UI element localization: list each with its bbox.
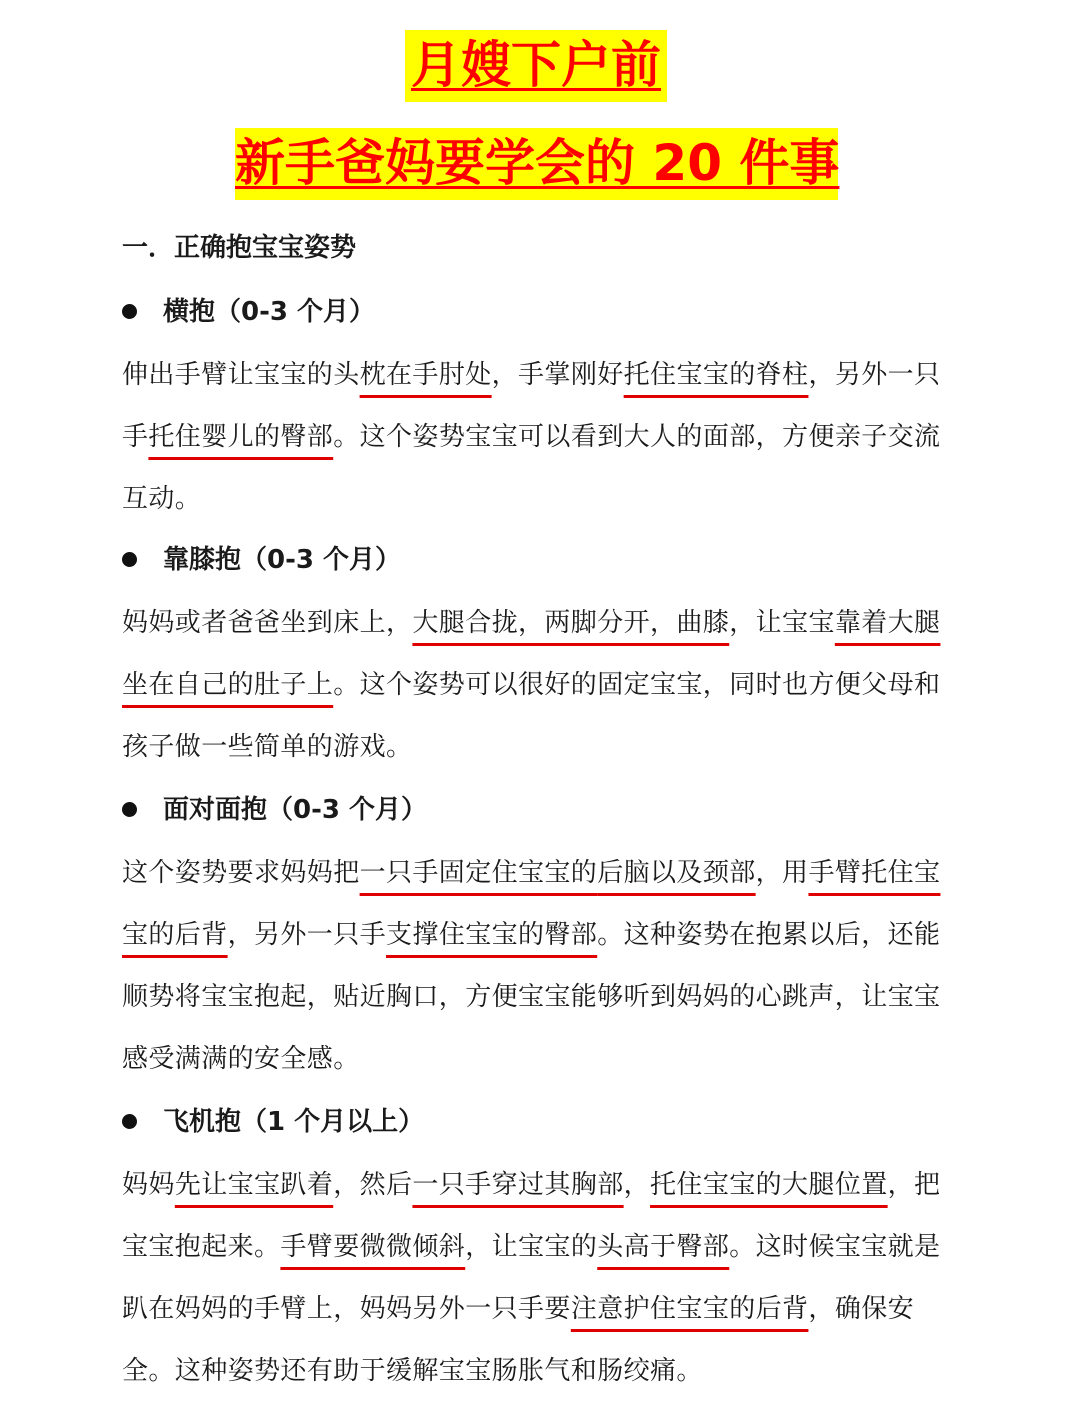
underlined-phrase: 托住宝宝的脊柱 — [623, 360, 809, 390]
underlined-phrase: 一只手固定住宝宝的 — [359, 858, 598, 888]
text-segment: ，手掌刚好 — [491, 360, 624, 390]
text-segment: 妈妈 — [122, 1170, 175, 1200]
underlined-phrase: 手臂要微微倾斜 — [280, 1232, 466, 1262]
text-segment: 伸出手臂让宝宝的头 — [122, 360, 360, 390]
underlined-phrase: 手臂托住宝宝的后背 — [122, 858, 941, 950]
text-segment: 这个姿势要求妈妈把 — [122, 858, 360, 888]
text-segment: ，然后 — [333, 1170, 413, 1200]
text-segment: 。这个姿势可以很好的固定宝宝，同时也方便父母和孩子做一些简单的游戏。 — [122, 670, 941, 762]
bullet-icon — [122, 304, 137, 319]
text-segment: ， — [623, 1170, 651, 1200]
item-title: 横抱（0-3 个月） — [163, 297, 376, 327]
item-paragraph — [122, 344, 962, 530]
text-segment: 。这时候宝宝就是趴在妈妈的手臂上，妈妈另外一只手要 — [122, 1232, 941, 1324]
underlined-phrase: 托住婴儿的臀部 — [148, 422, 334, 452]
text-segment: ，让宝宝的 — [465, 1232, 598, 1262]
underlined-phrase: 枕在手肘处 — [359, 360, 492, 390]
underlined-phrase: 后脑以及颈部 — [597, 858, 756, 888]
text-segment: 。这种姿势在抱累以后，还能顺势将宝宝抱起，贴近胸口，方便宝宝能够听到妈妈的心跳声，让宝宝感受满满的安全感。 — [122, 920, 941, 1074]
item-title: 面对面抱（0-3 个月） — [163, 795, 428, 825]
text-segment: ，另外一只手 — [227, 920, 387, 950]
item-heading-face-to-face-hold — [122, 788, 427, 832]
underlined-phrase: 大腿合拢，两脚分开，曲膝 — [412, 608, 730, 638]
text-segment: 。这个姿势宝宝可以看到大人的面部，方便亲子交流互动。 — [122, 422, 941, 514]
text-segment: ，让宝宝 — [729, 608, 835, 638]
underlined-phrase: 支撑住宝宝的臀部 — [386, 920, 598, 950]
item-paragraph — [122, 842, 962, 1090]
item-paragraph — [122, 592, 962, 778]
bullet-icon — [122, 1114, 137, 1129]
item-heading-horizontal-hold — [122, 290, 375, 334]
title-line-1: 月嫂下户前 — [405, 30, 667, 102]
title-line-2: 新手爸妈要学会的 20 件事 — [235, 128, 838, 200]
underlined-phrase: 注意护住宝宝的后背 — [570, 1294, 809, 1324]
text-segment: ，用 — [755, 858, 809, 888]
text-segment: ，把宝宝抱起来。 — [122, 1170, 941, 1262]
bullet-icon — [122, 552, 137, 567]
text-segment: ，确保安全。这种姿势还有助于缓解宝宝肠胀气和肠绞痛。 — [122, 1294, 915, 1386]
item-heading-knee-hold — [122, 538, 401, 582]
text-segment: 妈妈或者爸爸坐到床上， — [122, 608, 413, 638]
section-heading: 一．正确抱宝宝姿势 — [122, 233, 357, 263]
bullet-icon — [122, 802, 137, 817]
text-segment: ，另外一只手 — [122, 360, 941, 452]
item-heading-airplane-hold — [122, 1100, 424, 1144]
item-paragraph — [122, 1154, 962, 1402]
underlined-phrase: 头高于臀部 — [597, 1232, 730, 1262]
underlined-phrase: 一只手穿过其胸部 — [412, 1170, 624, 1200]
item-title: 飞机抱（1 个月以上） — [163, 1107, 425, 1137]
underlined-phrase: 先让宝宝趴着 — [174, 1170, 334, 1200]
item-title: 靠膝抱（0-3 个月） — [163, 545, 402, 575]
underlined-phrase: 托住宝宝的大腿位置 — [650, 1170, 888, 1200]
underlined-phrase: 靠着大腿坐在自己的肚子上 — [122, 608, 941, 700]
